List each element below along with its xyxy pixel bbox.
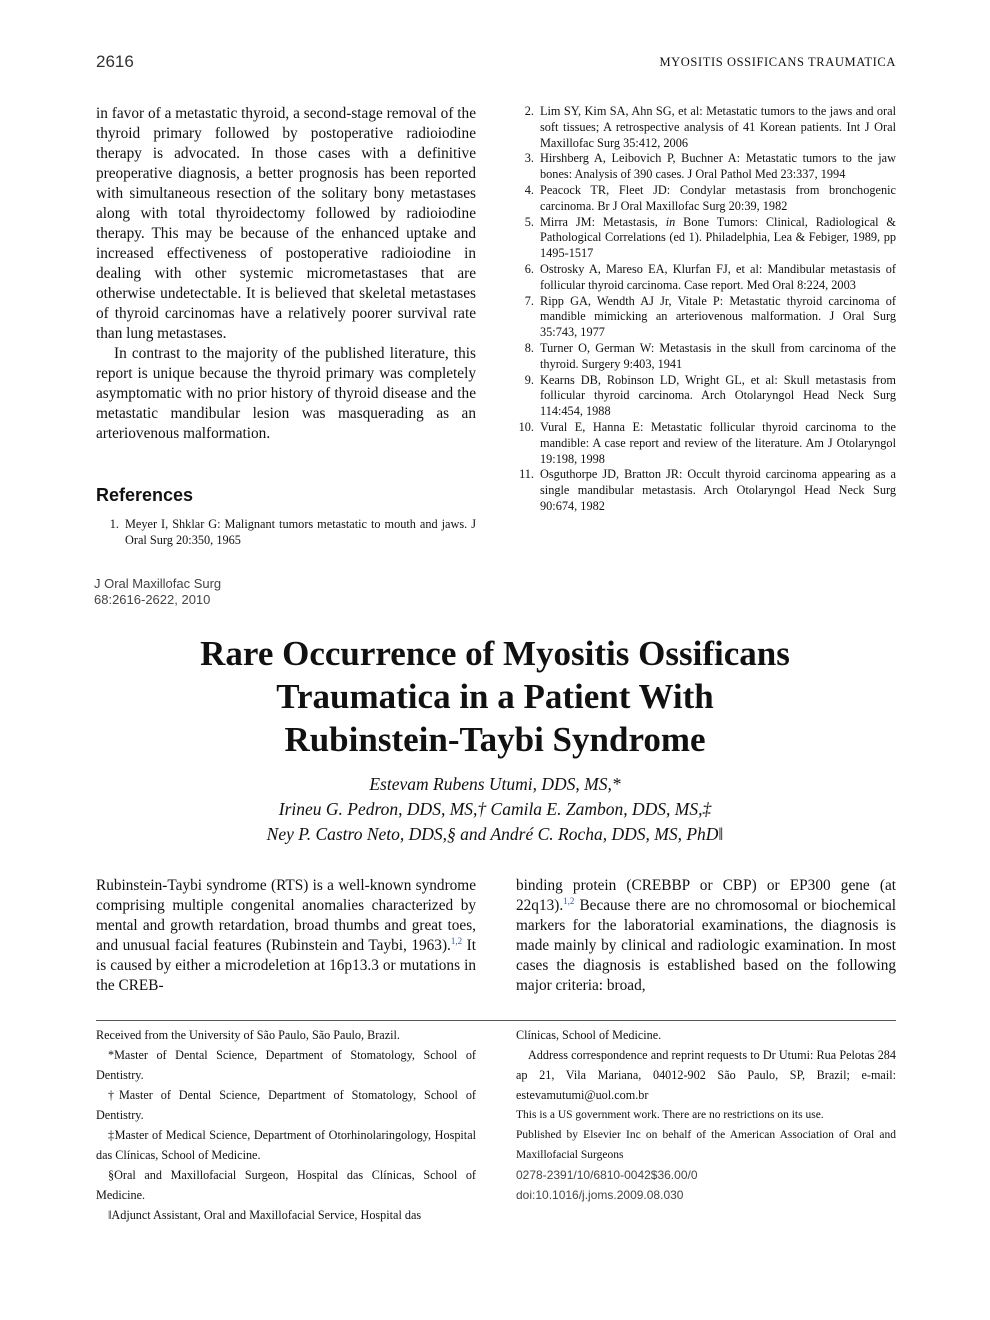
reference-item: 5. Mirra JM: Metastasis, in Bone Tumors: Clinical, Radiological & Pathological Correlations (ed 1). Philadelphia, Lea & Febiger, 1989, pp 1495-1517 bbox=[524, 214, 896, 261]
email-link[interactable]: estevamutumi@uol.com.br bbox=[516, 1088, 649, 1102]
reference-item: 9. Kearns DB, Robinson LD, Wright GL, et al: Skull metastasis from follicular thyroid carcinoma. Arch Otolaryngol Head Neck Surg 114:454, 1988 bbox=[524, 372, 896, 419]
intro-paragraph-continued: binding protein (CREBBP or CBP) or EP300 gene (at 22q13).$^{1,2}$ Because there are no chromosomal or biochemical markers for the laboratorial examinations, the diagnosis is made mainly by clinical and radiologic examination. In most cases the diagnosis is established based on the following major criteria: broad, bbox=[516, 877, 896, 994]
reference-item: 3. Hirshberg A, Leibovich P, Buchner A: Metastatic tumors to the jaw bones: Analysis of 390 cases. J Oral Pathol Med 23:337, 1994 bbox=[524, 151, 896, 182]
correspondence-address: Address correspondence and reprint requests to Dr Utumi: Rua Pelotas 284 ap 21, Vila Mariana, 04012-902 São Paulo, SP, Brazil; e-mail: estevamutumi@uol.com.br bbox=[516, 1048, 896, 1102]
affiliation-note: †Master of Dental Science, Department of Stomatology, School of Dentistry. bbox=[96, 1088, 476, 1122]
citation-superscript[interactable]: 1,2 bbox=[450, 935, 463, 946]
running-title: MYOSITIS OSSIFICANS TRAUMATICA bbox=[659, 55, 896, 69]
reference-item: 1. Meyer I, Shklar G: Malignant tumors metastatic to mouth and jaws. J Oral Surg 20:350, 1965 bbox=[109, 517, 476, 547]
page-number: 2616 bbox=[96, 52, 134, 71]
reference-item: 6. Ostrosky A, Mareso EA, Klurfan FJ, et al: Mandibular metastasis of follicular thyroid carcinoma. Case report. Med Oral 8:224, 2003 bbox=[524, 261, 896, 292]
article-body-right bbox=[516, 876, 896, 996]
affiliation-note: §Oral and Maxillofacial Surgeon, Hospital das Clínicas, School of Medicine. bbox=[96, 1168, 476, 1202]
prev-article-left-column bbox=[96, 104, 476, 444]
reference-item: 2. Lim SY, Kim SA, Ahn SG, et al: Metastatic tumors to the jaws and oral soft tissues; A retrospective analysis of 41 Korean patients. Int J Oral Maxillofac Surg 35:412, 2006 bbox=[524, 104, 896, 150]
journal-volume-pages: 68:2616-2622, 2010 bbox=[94, 592, 211, 607]
prev-paragraph-1: in favor of a metastatic thyroid, a second-stage removal of the thyroid primary followed by postoperative radioiodine therapy is advocated. In those cases with a definitive preoperative diagnosis, a better prognosis has been reported with simultaneous resection of the solitary bony metastases along with total thyroidectomy followed by radioiodine therapy. This may be because of the enhanced uptake and increased effectiveness of postoperative radioiodine in dealing with other systemic micrometastases that are otherwise undetectable. It is believed that skeletal metastases of thyroid carcinomas have a relatively poorer survival rate than lung metastases. bbox=[96, 105, 476, 342]
affiliation-note: *Master of Dental Science, Department of Stomatology, School of Dentistry. bbox=[96, 1048, 476, 1082]
affiliation-note: ‖Adjunct Assistant, Oral and Maxillofacial Service, Hospital das bbox=[108, 1208, 422, 1222]
government-work-note: This is a US government work. There are no restrictions on its use. bbox=[516, 1109, 824, 1121]
journal-citation bbox=[94, 576, 221, 608]
reference-list-right bbox=[516, 104, 896, 515]
affiliation-note-continued: Clínicas, School of Medicine. bbox=[516, 1028, 662, 1042]
citation-superscript[interactable]: 1,2 bbox=[563, 895, 575, 906]
article-authors: Estevam Rubens Utumi, DDS, MS,* Irineu G. Pedron, DDS, MS,† Camila E. Zambon, DDS, MS,‡ Ney P. Castro Neto, DDS,§ and André C. Rocha, DDS, MS, PhD‖ bbox=[266, 774, 724, 844]
footnote-rule bbox=[96, 1020, 896, 1021]
intro-paragraph: Rubinstein-Taybi syndrome (RTS) is a well-known syndrome comprising multiple congenital anomalies characterized by mental and growth retardation, broad thumbs and great toes, and unusual facial features (Rubinstein and Taybi, 1963).$^{1,2}$ It is caused by either a microdeletion at 16p13.3 or mutations in the CREB- bbox=[96, 877, 476, 994]
reference-list-left bbox=[101, 517, 476, 549]
reference-item: 7. Ripp GA, Wendth AJ Jr, Vitale P: Metastatic thyroid carcinoma of mandible mimicking an arteriovenous malformation. J Oral Surg 35:743, 1977 bbox=[524, 293, 896, 340]
article-title: Rare Occurrence of Myositis Ossificans Traumatica in a Patient With Rubinstein-Taybi Syndrome bbox=[200, 634, 790, 759]
reference-item: 4. Peacock TR, Fleet JD: Condylar metastasis from bronchogenic carcinoma. Br J Oral Maxillofac Surg 20:39, 1982 bbox=[524, 182, 896, 213]
received-note: Received from the University of São Paulo, São Paulo, Brazil. bbox=[96, 1028, 400, 1042]
affiliation-note: ‡Master of Medical Science, Department of Otorhinolaringology, Hospital das Clínicas, School of Medicine. bbox=[96, 1128, 476, 1162]
doi[interactable]: doi:10.1016/j.joms.2009.08.030 bbox=[516, 1188, 684, 1202]
footnotes-right bbox=[516, 1025, 896, 1205]
references-heading: References bbox=[96, 485, 194, 505]
journal-name: J Oral Maxillofac Surg bbox=[94, 576, 222, 591]
issn: 0278-2391/10/6810-0042$36.00/0 bbox=[516, 1168, 698, 1182]
reference-item: 10. Vural E, Hanna E: Metastatic follicular thyroid carcinoma to the mandible: A case report and review of the literature. Am J Otolaryngol 19:198, 1998 bbox=[518, 419, 896, 466]
article-body-left bbox=[96, 876, 476, 996]
publisher-note: Published by Elsevier Inc on behalf of the American Association of Oral and Maxillofacial Surgeons bbox=[516, 1129, 896, 1161]
footnotes-left bbox=[96, 1025, 476, 1225]
reference-item: 8. Turner O, German W: Metastasis in the skull from carcinoma of the thyroid. Surgery 9:403, 1941 bbox=[524, 340, 896, 371]
prev-paragraph-2: In contrast to the majority of the published literature, this report is unique because the thyroid primary was completely asymptomatic with no prior history of thyroid disease and the metastatic mandibular lesion was masquerading as an arteriovenous malformation. bbox=[96, 345, 476, 442]
reference-item: 11. Osguthorpe JD, Bratton JR: Occult thyroid carcinoma appearing as a single mandibular metastasis. Arch Otolaryngol Head Neck Surg 90:674, 1982 bbox=[519, 467, 896, 513]
